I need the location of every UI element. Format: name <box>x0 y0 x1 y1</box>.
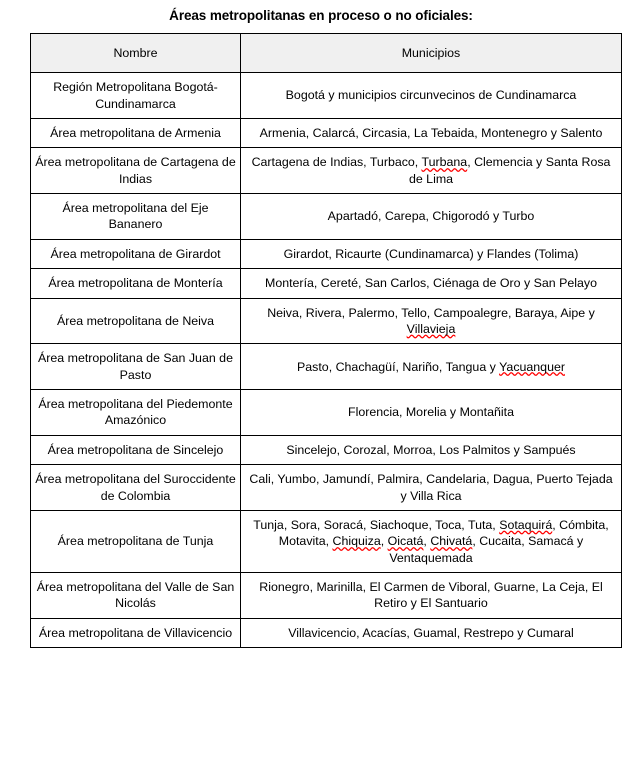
cell-municipios: Rionegro, Marinilla, El Carmen de Viboral, Guarne, La Ceja, El Retiro y El Santuario <box>241 573 622 619</box>
table-row <box>31 510 622 572</box>
cell-municipios: Pasto, Chachagüí, Nariño, Tangua y Yacuanquer <box>241 344 622 390</box>
cell-nombre: Área metropolitana del Piedemonte Amazónico <box>31 390 241 436</box>
spellcheck-underline: Yacuanquer <box>499 359 565 374</box>
cell-municipios: Florencia, Morelia y Montañita <box>241 390 622 436</box>
cell-municipios: Armenia, Calarcá, Circasia, La Tebaida, Montenegro y Salento <box>241 118 622 147</box>
cell-nombre: Área metropolitana de Cartagena de Indias <box>31 148 241 194</box>
cell-municipios: Cali, Yumbo, Jamundí, Palmira, Candelaria, Dagua, Puerto Tejada y Villa Rica <box>241 465 622 511</box>
cell-nombre: Área metropolitana de Sincelejo <box>31 435 241 464</box>
table-row <box>31 239 622 268</box>
cell-nombre: Área metropolitana de Neiva <box>31 298 241 344</box>
table-body <box>31 73 622 648</box>
cell-municipios: Sincelejo, Corozal, Morroa, Los Palmitos y Sampués <box>241 435 622 464</box>
table-row <box>31 298 622 344</box>
spellcheck-underline: Turbana <box>421 155 468 170</box>
spellcheck-underline: Sotaquirá <box>499 517 553 532</box>
cell-municipios: Villavicencio, Acacías, Guamal, Restrepo y Cumaral <box>241 618 622 647</box>
table-row <box>31 148 622 194</box>
table-row <box>31 344 622 390</box>
cell-nombre: Área metropolitana de Girardot <box>31 239 241 268</box>
column-header-nombre: Nombre <box>31 34 241 73</box>
spellcheck-underline: Chivatá <box>430 534 473 549</box>
table-row <box>31 118 622 147</box>
cell-municipios: Tunja, Sora, Soracá, Siachoque, Toca, Tuta, Sotaquirá, Cómbita, Motavita, Chiquiza, Oicatá, Chivatá, Cucaita, Samacá y Ventaquemada <box>241 510 622 572</box>
cell-municipios: Neiva, Rivera, Palermo, Tello, Campoalegre, Baraya, Aipe y Villavieja <box>241 298 622 344</box>
cell-nombre: Área metropolitana de Tunja <box>31 510 241 572</box>
table-row <box>31 269 622 298</box>
cell-nombre: Área metropolitana de San Juan de Pasto <box>31 344 241 390</box>
table-header <box>31 34 622 73</box>
table-row <box>31 573 622 619</box>
table-header-row <box>31 34 622 73</box>
cell-municipios: Girardot, Ricaurte (Cundinamarca) y Flandes (Tolima) <box>241 239 622 268</box>
table-row <box>31 435 622 464</box>
cell-nombre: Área metropolitana de Armenia <box>31 118 241 147</box>
cell-nombre: Área metropolitana de Villavicencio <box>31 618 241 647</box>
cell-nombre: Región Metropolitana Bogotá-Cundinamarca <box>31 73 241 119</box>
cell-nombre: Área metropolitana del Suroccidente de Colombia <box>31 465 241 511</box>
page-title: Áreas metropolitanas en proceso o no oficiales: <box>169 8 473 23</box>
table-row <box>31 618 622 647</box>
cell-municipios: Bogotá y municipios circunvecinos de Cundinamarca <box>241 73 622 119</box>
spellcheck-underline: Chiquiza <box>332 534 381 549</box>
cell-municipios: Apartadó, Carepa, Chigorodó y Turbo <box>241 194 622 240</box>
column-header-municipios: Municipios <box>241 34 622 73</box>
table-row <box>31 465 622 511</box>
table-row <box>31 194 622 240</box>
table-row <box>31 73 622 119</box>
table-row <box>31 390 622 436</box>
cell-nombre: Área metropolitana del Eje Bananero <box>31 194 241 240</box>
cell-municipios: Montería, Cereté, San Carlos, Ciénaga de Oro y San Pelayo <box>241 269 622 298</box>
cell-municipios: Cartagena de Indias, Turbaco, Turbana, Clemencia y Santa Rosa de Lima <box>241 148 622 194</box>
metropolitan-areas-table <box>30 33 622 648</box>
spellcheck-underline: Oicatá <box>387 534 424 549</box>
spellcheck-underline: Villavieja <box>406 321 456 336</box>
cell-nombre: Área metropolitana del Valle de San Nicolás <box>31 573 241 619</box>
cell-nombre: Área metropolitana de Montería <box>31 269 241 298</box>
